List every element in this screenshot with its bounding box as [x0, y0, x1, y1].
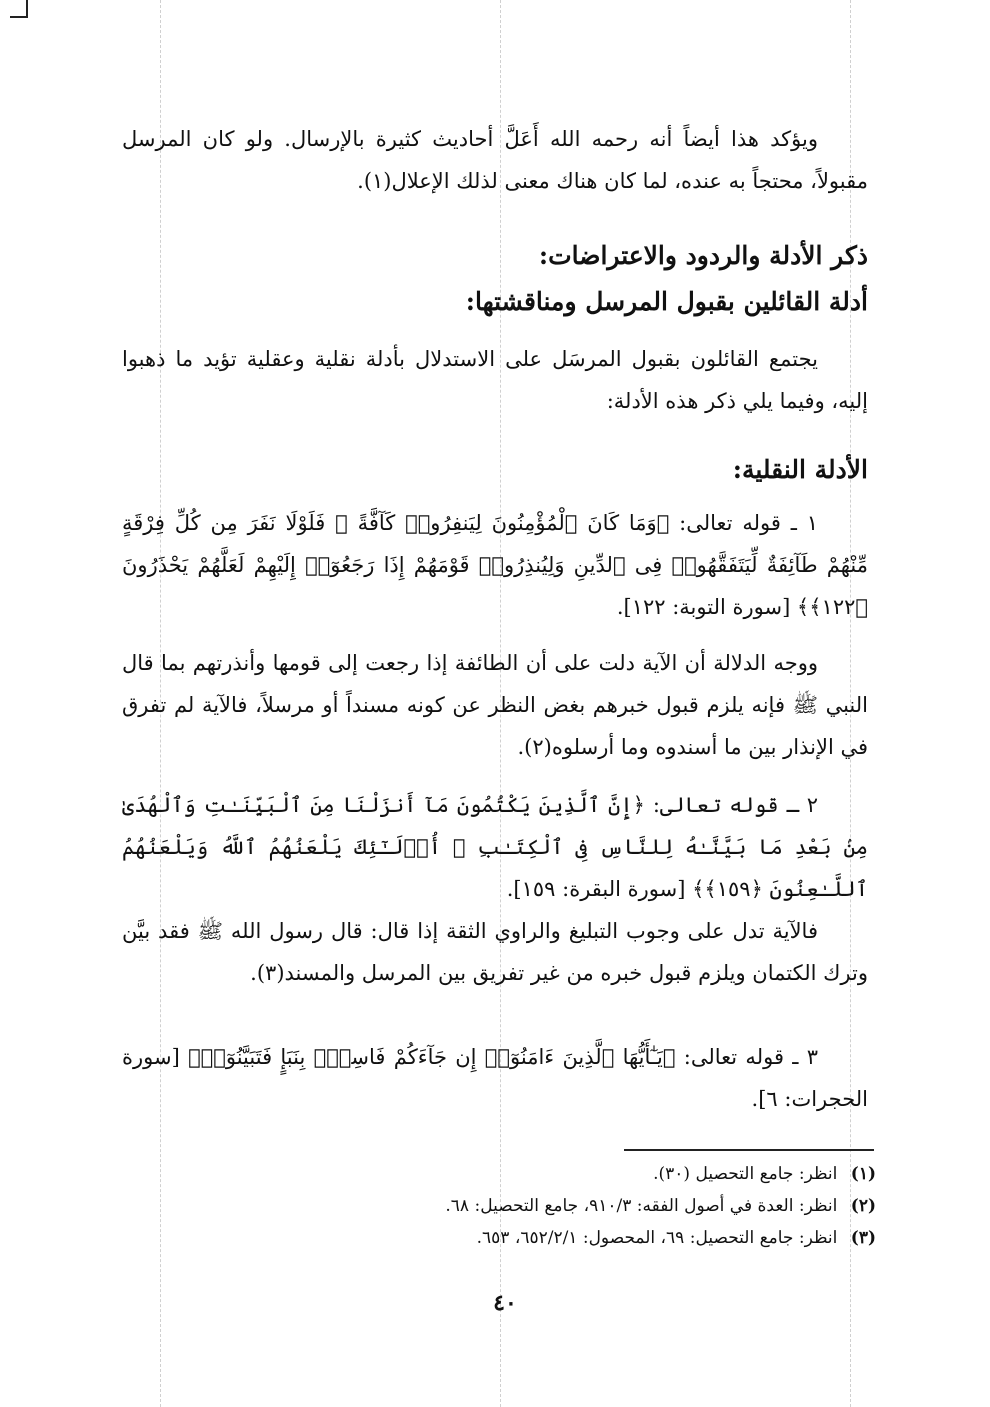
footnote-number: (٣): [850, 1228, 876, 1248]
section-heading: ذكر الأدلة والردود والاعتراضات:: [538, 241, 868, 270]
body-paragraph: فالآية تدل على وجوب التبليغ والراوي الثقة إذا قال: قال رسول الله ﷺ فقد بيَّن وترك الكتمان ويلزم قبول خبره من غير تفريق بين المرسل والمسند(٣).: [122, 919, 868, 985]
footnote-item: [445, 1222, 876, 1254]
evidence-paragraph: ٣ ـ قوله تعالى: ﴿يَـٰٓأَيُّهَا ٱلَّذِينَ ءَامَنُوٓا۟ إِن جَآءَكُمْ فَاسِقٌۢ بِنَبَإٍ فَتَبَيَّنُوٓا۟﴾ [سورة الحجرات: ٦].: [122, 1045, 868, 1111]
footnote-text: انظر: جامع التحصيل (٣٠).: [653, 1164, 838, 1184]
page-number: ٤٠: [493, 1290, 517, 1316]
scan-corner-mark: [10, 0, 28, 18]
subsection-heading: الأدلة النقلية:: [732, 455, 868, 484]
footnote-number: (١): [850, 1164, 876, 1184]
footnote-text: انظر: العدة في أصول الفقه: ٩١٠/٣، جامع التحصيل: ٦٨.: [445, 1196, 838, 1216]
footnote-text: انظر: جامع التحصيل: ٦٩، المحصول: ٦٥٢/٢/١، ٦٥٣.: [476, 1228, 838, 1248]
footnote-item: [445, 1190, 876, 1222]
evidence-paragraph: ٢ ـ قوله تعالى: ﴿إِنَّ ٱلَّذِينَ يَكْتُمُونَ مَآ أَنزَلْنَا مِنَ ٱلْبَيِّنَـٰتِ وَٱلْهُدَىٰ مِنۢ بَعْدِ مَا بَيَّنَّـٰهُ لِلنَّاسِ فِى ٱلْكِتَـٰبِ ۙ أُو۟لَـٰٓئِكَ يَلْعَنُهُمُ ٱللَّهُ وَيَلْعَنُهُمُ ٱللَّـٰعِنُونَ ﴿١٥٩﴾﴾ [سورة البقرة: ١٥٩].: [122, 793, 868, 901]
evidence-paragraph: ١ ـ قوله تعالى: ﴿وَمَا كَانَ ٱلْمُؤْمِنُونَ لِيَنفِرُوا۟ كَآفَّةً ۚ فَلَوْلَا نَفَرَ مِن كُلِّ فِرْقَةٍ مِّنْهُمْ طَآئِفَةٌ لِّيَتَفَقَّهُوا۟ فِى ٱلدِّينِ وَلِيُنذِرُوا۟ قَوْمَهُمْ إِذَا رَجَعُوٓا۟ إِلَيْهِمْ لَعَلَّهُمْ يَحْذَرُونَ ﴿١٢٢﴾﴾ [سورة التوبة: ١٢٢].: [122, 511, 868, 619]
body-paragraph: يجتمع القائلون بقبول المرسَل على الاستدلال بأدلة نقلية وعقلية تؤيد ما ذهبوا إليه، وفيما يلي ذكر هذه الأدلة:: [122, 347, 868, 413]
body-paragraph: ويؤكد هذا أيضاً أنه رحمه الله أَعَلَّ أحاديث كثيرة بالإرسال. ولو كان المرسل مقبولاً، محتجاً به عنده، لما كان هناك معنى لذلك الإعلال(١).: [122, 127, 868, 193]
footnotes: [445, 1158, 876, 1254]
footnote-item: [445, 1158, 876, 1190]
footnote-number: (٢): [850, 1196, 876, 1216]
body-paragraph: ووجه الدلالة أن الآية دلت على أن الطائفة إذا رجعت إلى قومها وأنذرتهم بما قال النبي ﷺ فإنه يلزم قبول خبرهم بغض النظر عن كونه مسنداً أو مرسلاً، فالآية لم تفرق في الإنذار بين ما أسندوه وما أرسلوه(٢).: [122, 651, 868, 759]
footnote-divider: [624, 1149, 874, 1151]
subsection-heading: أدلة القائلين بقبول المرسل ومناقشتها:: [465, 287, 868, 316]
